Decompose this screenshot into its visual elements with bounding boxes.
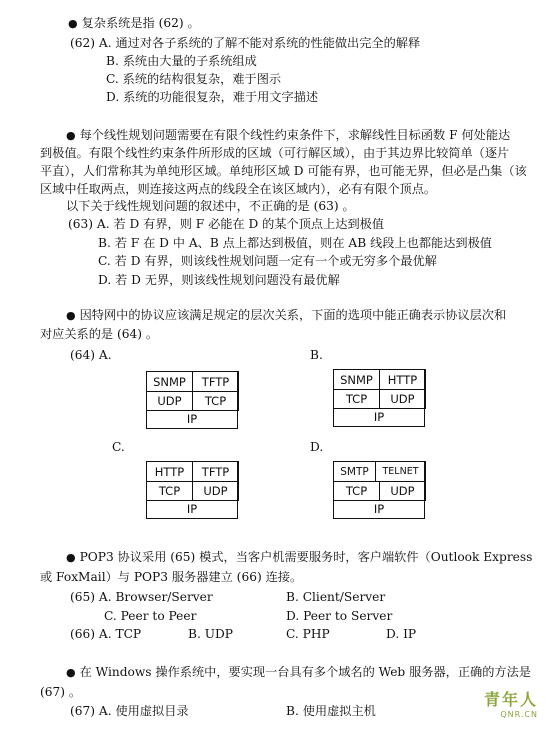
q66-option-d: D. IP [386,627,417,641]
watermark-main: 青年人 [483,690,538,709]
stack-b-mid-left: TCP [333,389,380,409]
protocol-stack-a [146,371,238,429]
q64-label-b: B. [310,348,323,362]
stack-c-top-left: HTTP [146,461,193,482]
stack-b-ip: IP [373,409,385,424]
q63-option-b: B. 若 F 在 D 中 A、B 点上都达到极值，则在 AB 线段上也都能达到极值 [98,236,492,250]
stack-c-mid-left: TCP [146,481,193,501]
q62-stem: ● 复杂系统是指 (62) 。 [68,16,200,31]
stack-c-ip: IP [186,501,198,516]
stack-a-mid-left: UDP [146,391,193,411]
stack-d-ip: IP [373,501,385,516]
watermark-logo [484,687,538,719]
q64-label-a: (64) A. [70,348,112,362]
q66-option-a: (66) A. TCP [70,627,142,641]
stack-d-top-right: TELNET [375,461,426,482]
stack-a-mid-right: TCP [192,391,239,411]
q67-option-b: B. 使用虚拟主机 [286,704,376,718]
watermark-sub: QNR.CN [500,710,538,719]
protocol-stack-b [333,369,425,427]
protocol-stack-c [146,461,238,519]
stack-c-top-right: TFTP [192,461,239,482]
q64-label-d: D. [310,440,324,454]
q65-option-a: (65) A. Browser/Server [70,590,213,604]
stack-d-top-left: SMTP [333,461,376,482]
stack-a-top-right: TFTP [192,371,239,392]
stack-c-mid-right: UDP [192,481,239,501]
stack-b-top-left: SNMP [333,369,380,390]
stack-a-top-left: SNMP [146,371,193,392]
q63-question: 以下关于线性规划问题的叙述中，不正确的是 (63) 。 [66,199,355,213]
q62-option-b: B. 系统由大量的子系统组成 [106,54,257,68]
stack-d-mid-right: UDP [379,481,426,501]
q65-option-d: D. Peer to Server [286,609,393,623]
stack-b-mid-right: UDP [379,389,426,409]
stack-d-mid-left: TCP [333,481,380,501]
q63-option-c: C. 若 D 有界，则该线性规划问题一定有一个或无穷多个最优解 [98,254,437,268]
q62-option-c: C. 系统的结构很复杂，难于图示 [106,72,282,86]
q63-option-d: D. 若 D 无界，则该线性规划问题没有最优解 [98,273,340,287]
q63-paragraph-line4: 区域中任取两点，则连接这两点的线段全在该区域内），必有有限个顶点。 [40,182,437,196]
q66-option-c: C. PHP [286,627,330,641]
q64-paragraph-line1: ● 因特网中的协议应该满足规定的层次关系，下面的选项中能正确表示协议层次和 [66,308,506,323]
q65-paragraph-line1: ● POP3 协议采用 (65) 模式，当客户机需要服务时，客户端软件（Outlook Express [66,550,532,565]
q63-paragraph-line2: 到极值。有限个线性约束条件所形成的区域（可行解区域），由于其边界比较简单（逐片 [40,146,510,160]
q65-paragraph-line2: 或 FoxMail）与 POP3 服务器建立 (66) 连接。 [40,570,303,584]
stack-b-top-right: HTTP [379,369,426,390]
q67-option-a: (67) A. 使用虚拟目录 [70,704,189,718]
q63-option-a: (63) A. 若 D 有界，则 F 必能在 D 的某个顶点上达到极值 [68,217,385,231]
q63-paragraph-line3: 平直），人们常称其为单纯形区域。单纯形区域 D 可能有界，也可能无界，但必是凸集（该 [40,164,527,178]
q65-option-c: C. Peer to Peer [104,609,197,623]
q66-option-b: B. UDP [188,627,233,641]
q63-paragraph-line1: ● 每个线性规划问题需要在有限个线性约束条件下，求解线性目标函数 F 何处能达 [66,128,510,143]
q64-label-c: C. [112,440,125,454]
q65-option-b: B. Client/Server [286,590,386,604]
q62-option-a: (62) A. 通过对各子系统的了解不能对系统的性能做出完全的解释 [70,36,421,50]
q62-option-d: D. 系统的功能很复杂，难于用文字描述 [106,90,319,104]
q64-paragraph-line2: 对应关系的是 (64) 。 [40,327,159,341]
q67-paragraph-line2: (67) 。 [40,685,82,699]
q67-paragraph-line1: ● 在 Windows 操作系统中，要实现一台具有多个域名的 Web 服务器，正确的方法是 [66,665,531,680]
stack-a-ip: IP [186,411,198,426]
protocol-stack-d [333,461,425,519]
